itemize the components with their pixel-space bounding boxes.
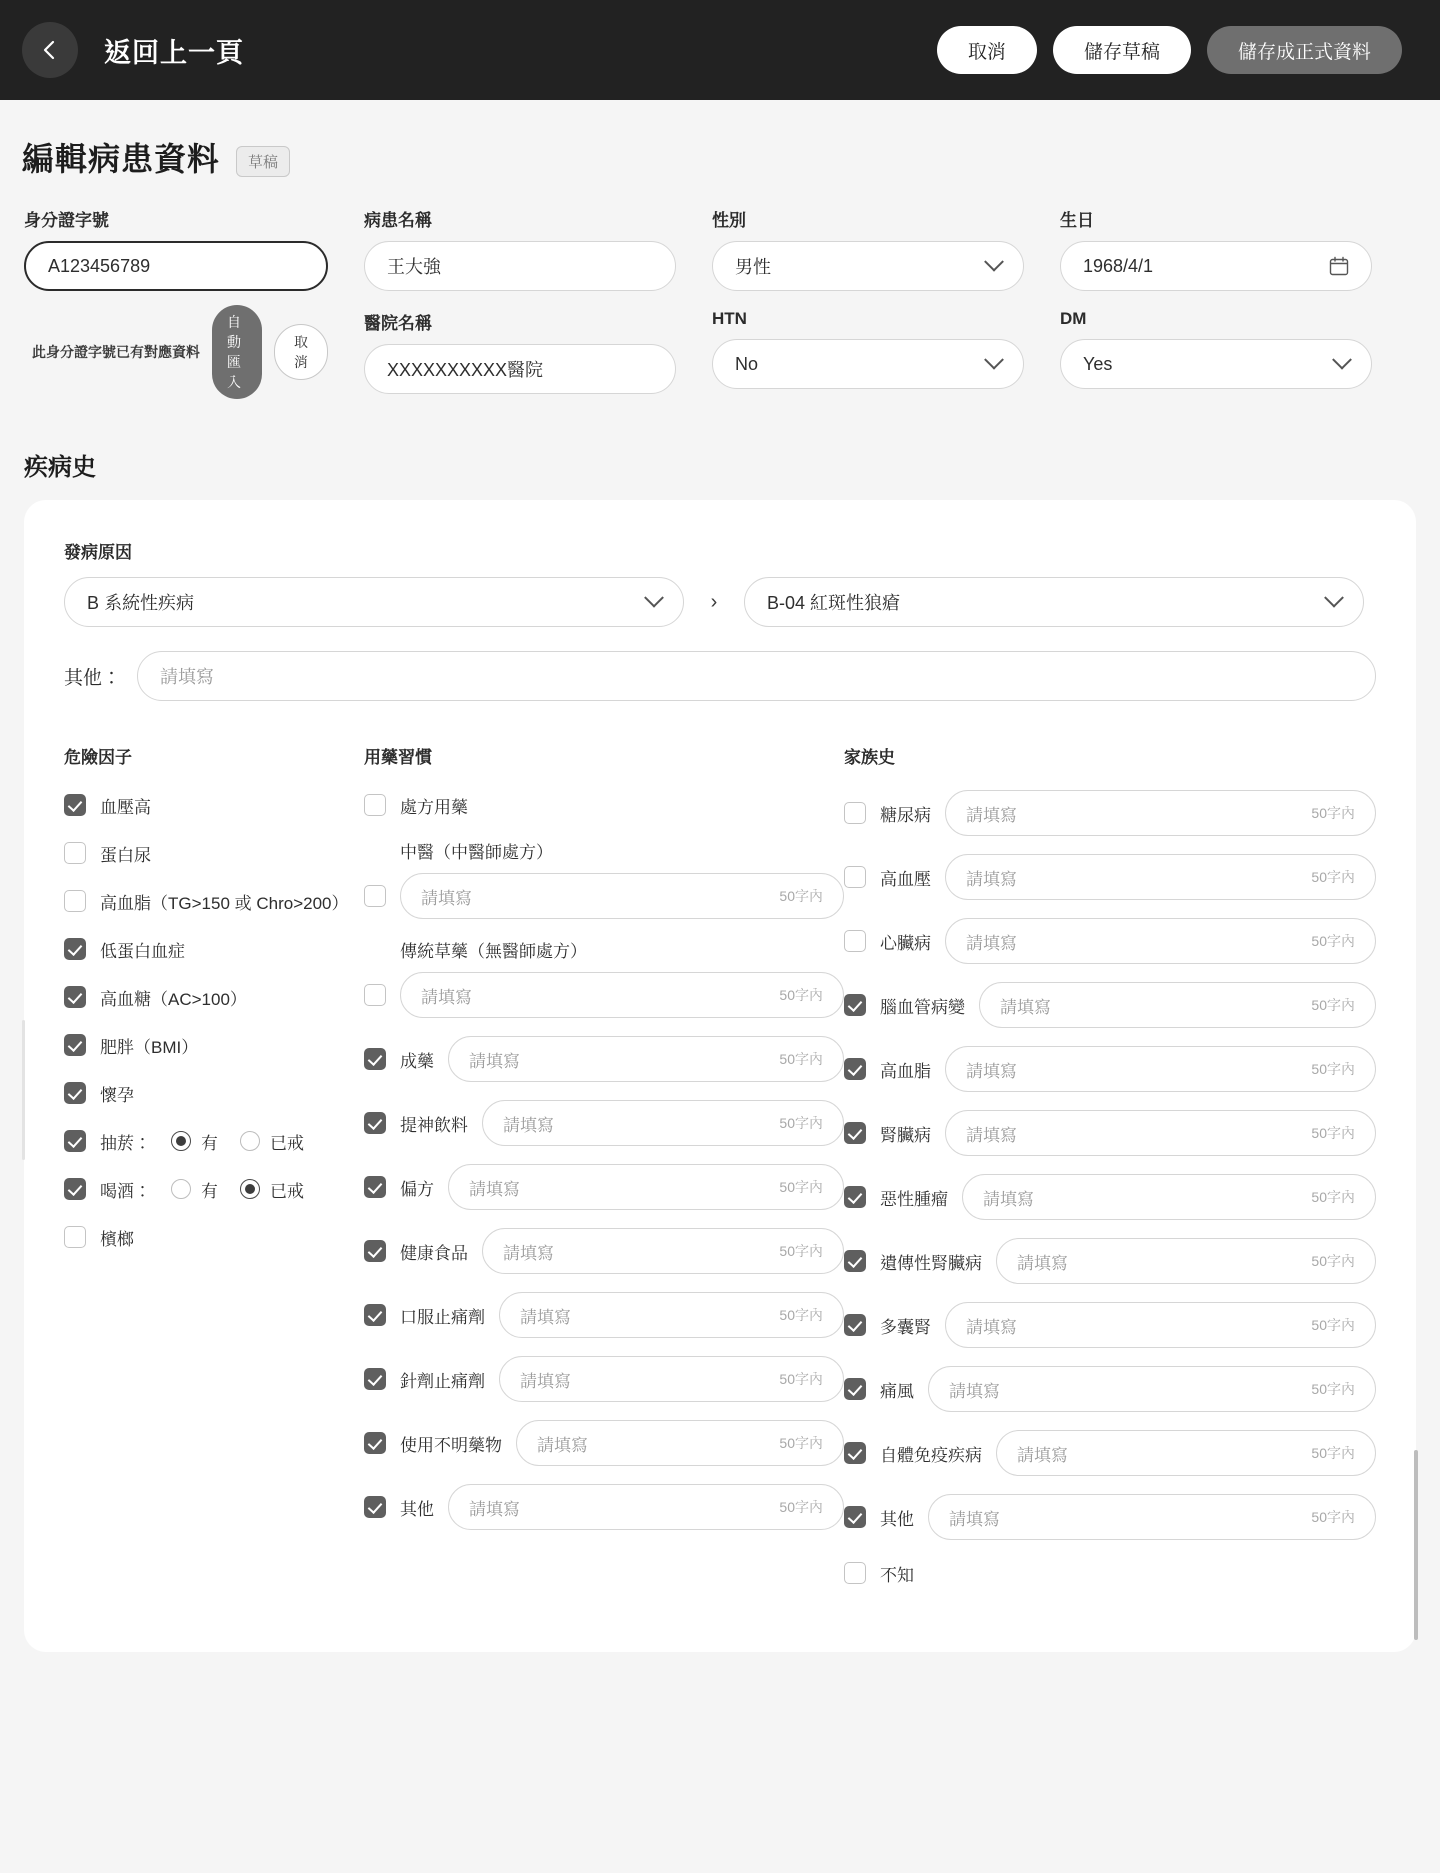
medication-item-label: 健康食品 — [400, 1243, 468, 1263]
input-placeholder: 請填寫 — [966, 1317, 1017, 1337]
medication-prescription[interactable] — [364, 790, 844, 820]
id-helper-text: 此身分證字號已有對應資料 — [32, 344, 200, 360]
radio-smoke-quit[interactable] — [240, 1131, 260, 1151]
risk-item-drink[interactable] — [64, 1174, 364, 1204]
status-badge: 草稿 — [236, 146, 290, 177]
char-limit: 50字內 — [779, 888, 823, 904]
family-item-5 — [844, 1110, 1376, 1156]
checkbox-icon[interactable] — [64, 986, 86, 1008]
back-label: 返回上一頁 — [104, 37, 244, 68]
save-draft-button[interactable]: 儲存草稿 — [1053, 26, 1191, 74]
id-column — [24, 206, 364, 417]
medication-item-label: 成藥 — [400, 1051, 434, 1071]
disease-history-card — [24, 500, 1416, 1652]
risk-item-3[interactable] — [64, 934, 364, 964]
gender-select[interactable] — [712, 241, 1024, 291]
htn-value: No — [735, 353, 759, 374]
family-item-8 — [844, 1302, 1376, 1348]
input-placeholder: 請填寫 — [1017, 1253, 1068, 1273]
checkbox-icon[interactable] — [844, 1378, 866, 1400]
family-item-input[interactable] — [996, 1238, 1376, 1284]
cause-other-label: 其他： — [64, 667, 122, 689]
drink-radio-group[interactable] — [171, 1177, 316, 1202]
medication-herb-label: 傳統草藥（無醫師處方） — [400, 942, 587, 961]
name-label: 病患名稱 — [364, 211, 432, 230]
input-placeholder: 請填寫 — [520, 1307, 571, 1327]
checkbox-icon[interactable] — [64, 794, 86, 816]
input-placeholder: 請填寫 — [1000, 997, 1051, 1017]
family-item-label: 腎臟病 — [880, 1125, 931, 1145]
checkbox-icon[interactable] — [844, 1442, 866, 1464]
family-item-10 — [844, 1430, 1376, 1476]
medication-tcm — [364, 838, 844, 919]
htn-label: HTN — [712, 309, 747, 328]
checkbox-icon[interactable] — [64, 1130, 86, 1152]
char-limit: 50字內 — [1311, 869, 1355, 885]
history-columns — [64, 743, 1376, 1606]
checkbox-icon[interactable] — [844, 1186, 866, 1208]
checkbox-icon[interactable] — [844, 1562, 866, 1584]
field-gender — [712, 206, 1060, 291]
checkbox-icon[interactable] — [64, 1082, 86, 1104]
cause-other-placeholder: 請填寫 — [160, 667, 215, 687]
birthday-input[interactable] — [1060, 241, 1372, 291]
medication-item-input[interactable] — [448, 1036, 844, 1082]
field-name — [364, 206, 712, 291]
family-item-input[interactable] — [945, 1046, 1376, 1092]
family-item-label: 高血壓 — [880, 869, 931, 889]
chevron-down-icon — [1324, 588, 1344, 608]
family-item-label: 腦血管病變 — [880, 997, 965, 1017]
family-item-6 — [844, 1174, 1376, 1220]
risk-item-4[interactable] — [64, 982, 364, 1012]
input-placeholder: 請填寫 — [1017, 1445, 1068, 1465]
smoke-radio-group[interactable] — [171, 1129, 316, 1154]
input-placeholder: 請填寫 — [503, 1243, 554, 1263]
family-item-input[interactable] — [945, 918, 1376, 964]
cause-other-input[interactable] — [137, 651, 1376, 701]
hospital-label: 醫院名稱 — [364, 314, 432, 333]
char-limit: 50字內 — [1311, 1125, 1355, 1141]
cancel-button[interactable]: 取消 — [937, 26, 1037, 74]
top-bar-actions — [937, 26, 1402, 74]
family-item-label: 遺傳性腎臟病 — [880, 1253, 982, 1273]
id-helper-row — [24, 305, 328, 399]
checkbox-icon[interactable] — [364, 1112, 386, 1134]
family-unknown-label: 不知 — [880, 1565, 914, 1585]
cause-primary-select[interactable] — [64, 577, 684, 627]
smoke-option-yes-label: 有 — [201, 1133, 218, 1153]
htn-select[interactable] — [712, 339, 1024, 389]
family-item-11 — [844, 1494, 1376, 1540]
input-placeholder: 請填寫 — [421, 987, 472, 1007]
checkbox-icon[interactable] — [364, 1176, 386, 1198]
risk-item-5[interactable] — [64, 1030, 364, 1060]
medication-item-input[interactable] — [482, 1228, 844, 1274]
input-placeholder: 請填寫 — [966, 805, 1017, 825]
cause-secondary-select[interactable] — [744, 577, 1364, 627]
family-item-input[interactable] — [928, 1494, 1376, 1540]
medication-item-input[interactable] — [448, 1484, 844, 1530]
input-placeholder: 請填寫 — [469, 1499, 520, 1519]
drink-option-quit-label: 已戒 — [270, 1181, 304, 1201]
family-item-0 — [844, 790, 1376, 836]
id-input[interactable] — [24, 241, 328, 291]
family-item-input[interactable] — [945, 1110, 1376, 1156]
char-limit: 50字內 — [779, 1371, 823, 1387]
cause-other-row — [64, 651, 1376, 701]
checkbox-icon[interactable] — [844, 1122, 866, 1144]
risk-item-label: 血壓高 — [100, 797, 151, 817]
char-limit: 50字內 — [1311, 1445, 1355, 1461]
family-item-input[interactable] — [996, 1430, 1376, 1476]
basic-info-form — [0, 180, 1440, 417]
risk-item-6[interactable] — [64, 1078, 364, 1108]
radio-drink-quit[interactable] — [240, 1179, 260, 1199]
checkbox-icon[interactable] — [364, 1240, 386, 1262]
id-value: A123456789 — [48, 255, 151, 276]
checkbox-icon[interactable] — [64, 1226, 86, 1248]
field-id — [24, 206, 364, 399]
family-item-9 — [844, 1366, 1376, 1412]
cause-secondary-value: B-04 紅斑性狼瘡 — [767, 593, 901, 613]
family-item-label: 自體免疫疾病 — [880, 1445, 982, 1465]
family-item-label: 心臟病 — [880, 933, 931, 953]
family-item-1 — [844, 854, 1376, 900]
family-item-label: 高血脂 — [880, 1061, 931, 1081]
checkbox-icon[interactable] — [64, 842, 86, 864]
checkbox-icon[interactable] — [64, 938, 86, 960]
field-birthday — [1060, 206, 1408, 291]
page-header — [0, 100, 1440, 180]
radio-drink-yes[interactable] — [171, 1179, 191, 1199]
risk-item-smoke[interactable] — [64, 1126, 364, 1156]
medication-prescription-label: 處方用藥 — [400, 797, 468, 817]
field-hospital — [364, 309, 712, 394]
risk-item-label: 高血脂（TG>150 或 Chro>200） — [100, 893, 349, 913]
medication-item-0 — [364, 1036, 844, 1082]
drink-option-yes-label: 有 — [201, 1181, 218, 1201]
save-formal-button[interactable]: 儲存成正式資料 — [1207, 26, 1402, 74]
family-item-label: 其他 — [880, 1509, 914, 1529]
checkbox-icon[interactable] — [364, 1304, 386, 1326]
char-limit: 50字內 — [1311, 997, 1355, 1013]
family-item-input[interactable] — [928, 1366, 1376, 1412]
family-history-title: 家族史 — [844, 748, 895, 767]
medication-tcm-label: 中醫（中醫師處方） — [400, 843, 553, 862]
family-item-input[interactable] — [945, 1302, 1376, 1348]
checkbox-icon[interactable] — [64, 890, 86, 912]
medication-item-3 — [364, 1228, 844, 1274]
input-placeholder: 請填寫 — [966, 869, 1017, 889]
medication-item-label: 針劑止痛劑 — [400, 1371, 485, 1391]
risk-item-label: 高血糖（AC>100） — [100, 989, 247, 1009]
hospital-input[interactable] — [364, 344, 676, 394]
cause-label: 發病原因 — [64, 543, 132, 562]
input-placeholder: 請填寫 — [966, 1061, 1017, 1081]
checkbox-icon[interactable] — [364, 794, 386, 816]
char-limit: 50字內 — [779, 1051, 823, 1067]
family-item-label: 糖尿病 — [880, 805, 931, 825]
checkbox-icon[interactable] — [844, 1250, 866, 1272]
char-limit: 50字內 — [1311, 1381, 1355, 1397]
medication-item-label: 提神飲料 — [400, 1115, 468, 1135]
input-placeholder: 請填寫 — [469, 1051, 520, 1071]
checkbox-icon[interactable] — [364, 885, 386, 907]
family-item-input[interactable] — [962, 1174, 1376, 1220]
id-label: 身分證字號 — [24, 211, 109, 230]
input-placeholder: 請填寫 — [503, 1115, 554, 1135]
char-limit: 50字內 — [1311, 1509, 1355, 1525]
medication-herb-input[interactable] — [400, 972, 844, 1018]
name-input[interactable] — [364, 241, 676, 291]
char-limit: 50字內 — [1311, 805, 1355, 821]
medication-item-4 — [364, 1292, 844, 1338]
checkbox-icon[interactable] — [364, 984, 386, 1006]
medication-item-input[interactable] — [499, 1356, 844, 1402]
dm-value: Yes — [1083, 353, 1113, 374]
family-item-input[interactable] — [979, 982, 1376, 1028]
input-placeholder: 請填寫 — [537, 1435, 588, 1455]
dm-select[interactable] — [1060, 339, 1372, 389]
page-title: 編輯病患資料 — [22, 141, 221, 177]
name-column — [364, 206, 712, 417]
input-placeholder: 請填寫 — [966, 933, 1017, 953]
family-item-label: 痛風 — [880, 1381, 914, 1401]
checkbox-icon[interactable] — [64, 1034, 86, 1056]
gender-label: 性別 — [712, 211, 746, 230]
char-limit: 50字內 — [779, 1307, 823, 1323]
medication-item-7 — [364, 1484, 844, 1530]
char-limit: 50字內 — [779, 1179, 823, 1195]
birthday-label: 生日 — [1060, 211, 1094, 230]
helper-cancel-button[interactable]: 取消 — [274, 324, 328, 380]
birthday-value: 1968/4/1 — [1083, 255, 1154, 276]
medication-item-1 — [364, 1100, 844, 1146]
family-item-7 — [844, 1238, 1376, 1284]
medication-item-2 — [364, 1164, 844, 1210]
input-placeholder: 請填寫 — [520, 1371, 571, 1391]
name-value: 王大強 — [387, 257, 441, 277]
medication-item-6 — [364, 1420, 844, 1466]
medication-item-5 — [364, 1356, 844, 1402]
field-dm — [1060, 309, 1408, 389]
checkbox-icon[interactable] — [844, 994, 866, 1016]
section-title-history: 疾病史 — [24, 454, 96, 481]
checkbox-icon[interactable] — [364, 1048, 386, 1070]
field-htn — [712, 309, 1060, 389]
checkbox-icon[interactable] — [844, 802, 866, 824]
risk-item-0[interactable] — [64, 790, 364, 820]
family-item-unknown[interactable] — [844, 1558, 1376, 1588]
chevron-down-icon — [644, 588, 664, 608]
family-item-input[interactable] — [945, 854, 1376, 900]
char-limit: 50字內 — [779, 987, 823, 1003]
medication-item-input[interactable] — [499, 1292, 844, 1338]
family-item-label: 多囊腎 — [880, 1317, 931, 1337]
risk-factor-column — [64, 743, 364, 1606]
hospital-value: XXXXXXXXXX醫院 — [387, 360, 544, 380]
medication-item-label: 偏方 — [400, 1179, 434, 1199]
checkbox-icon[interactable] — [844, 930, 866, 952]
medication-column — [364, 743, 844, 1606]
drink-label: 喝酒： — [100, 1181, 151, 1201]
family-history-column — [844, 743, 1376, 1606]
smoke-option-quit-label: 已戒 — [270, 1133, 304, 1153]
family-item-2 — [844, 918, 1376, 964]
checkbox-icon[interactable] — [64, 1178, 86, 1200]
checkbox-icon[interactable] — [364, 1432, 386, 1454]
family-item-4 — [844, 1046, 1376, 1092]
medication-item-label: 使用不明藥物 — [400, 1435, 502, 1455]
risk-item-label: 低蛋白血症 — [100, 941, 185, 961]
char-limit: 50字內 — [779, 1243, 823, 1259]
chevron-down-icon — [1332, 350, 1352, 370]
input-placeholder: 請填寫 — [469, 1179, 520, 1199]
medication-item-input[interactable] — [516, 1420, 844, 1466]
medication-herb — [364, 937, 844, 1018]
medication-item-input[interactable] — [448, 1164, 844, 1210]
char-limit: 50字內 — [1311, 1253, 1355, 1269]
cause-primary-value: B 系統性疾病 — [87, 593, 195, 613]
checkbox-icon[interactable] — [364, 1496, 386, 1518]
risk-item-2[interactable] — [64, 886, 364, 916]
char-limit: 50字內 — [1311, 1317, 1355, 1333]
smoke-label: 抽菸： — [100, 1133, 151, 1153]
calendar-icon[interactable] — [1329, 256, 1349, 276]
risk-item-label: 蛋白尿 — [100, 845, 151, 865]
input-placeholder: 請填寫 — [421, 888, 472, 908]
gender-column — [712, 206, 1060, 417]
risk-item-label: 肥胖（BMI） — [100, 1037, 199, 1057]
checkbox-icon[interactable] — [364, 1368, 386, 1390]
chevron-down-icon — [984, 350, 1004, 370]
family-item-label: 惡性腫瘤 — [880, 1189, 948, 1209]
char-limit: 50字內 — [779, 1115, 823, 1131]
checkbox-icon[interactable] — [844, 1314, 866, 1336]
char-limit: 50字內 — [1311, 933, 1355, 949]
char-limit: 50字內 — [779, 1499, 823, 1515]
back-button[interactable] — [22, 22, 78, 78]
char-limit: 50字內 — [1311, 1189, 1355, 1205]
risk-item-betel[interactable] — [64, 1222, 364, 1252]
dm-label: DM — [1060, 309, 1087, 328]
medication-title: 用藥習慣 — [364, 748, 432, 767]
chevron-down-icon — [984, 252, 1004, 272]
radio-smoke-yes[interactable] — [171, 1131, 191, 1151]
auto-import-button[interactable]: 自動匯入 — [212, 305, 262, 399]
input-placeholder: 請填寫 — [949, 1509, 1000, 1529]
medication-item-label: 口服止痛劑 — [400, 1307, 485, 1327]
family-item-input[interactable] — [945, 790, 1376, 836]
input-placeholder: 請填寫 — [949, 1381, 1000, 1401]
checkbox-icon[interactable] — [844, 866, 866, 888]
risk-factor-title: 危險因子 — [64, 748, 132, 767]
char-limit: 50字內 — [1311, 1061, 1355, 1077]
cause-separator: › — [710, 590, 718, 613]
risk-item-label: 懷孕 — [100, 1085, 134, 1105]
checkbox-icon[interactable] — [844, 1058, 866, 1080]
arrow-left-icon — [37, 37, 63, 63]
family-item-3 — [844, 982, 1376, 1028]
medication-item-label: 其他 — [400, 1499, 434, 1519]
checkbox-icon[interactable] — [844, 1506, 866, 1528]
input-placeholder: 請填寫 — [983, 1189, 1034, 1209]
betel-label: 檳榔 — [100, 1229, 134, 1249]
cause-row — [64, 577, 1376, 627]
medication-item-input[interactable] — [482, 1100, 844, 1146]
input-placeholder: 請填寫 — [966, 1125, 1017, 1145]
top-bar — [0, 0, 1440, 100]
char-limit: 50字內 — [779, 1435, 823, 1451]
birth-column — [1060, 206, 1408, 417]
medication-tcm-input[interactable] — [400, 873, 844, 919]
gender-value: 男性 — [735, 257, 771, 277]
risk-item-1[interactable] — [64, 838, 364, 868]
